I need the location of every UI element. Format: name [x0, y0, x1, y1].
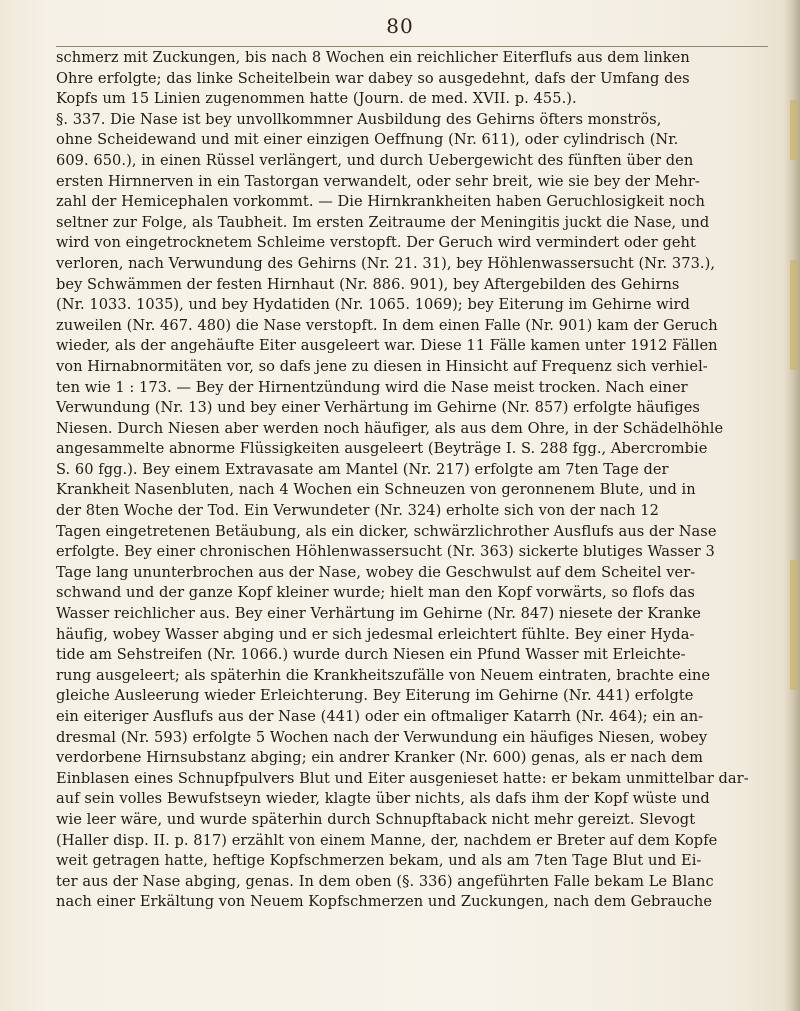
text-line: erfolgte. Bey einer chronischen Höhlenwassersucht (Nr. 363) sickerte blutiges Wasser 3	[56, 543, 715, 561]
text-line: wieder, als der angehäufte Eiter ausgeleert war. Diese 11 Fälle kamen unter 1912 Fällen	[56, 337, 718, 355]
text-line: Verwundung (Nr. 13) und bey einer Verhärtung im Gehirne (Nr. 857) erfolgte häufiges	[56, 399, 700, 417]
text-line: Tagen eingetretenen Betäubung, als ein dicker, schwärzlichrother Ausflufs aus der Nase	[56, 522, 717, 540]
text-line: bey Schwämmen der festen Hirnhaut (Nr. 886. 901), bey Aftergebilden des Gehirns	[56, 275, 680, 293]
text-line: weit getragen hatte, heftige Kopfschmerzen bekam, und als am 7ten Tage Blut und Ei-	[56, 852, 702, 870]
text-line: Einblasen eines Schnupfpulvers Blut und Eiter ausgenieset hatte: er bekam unmittelbar dar-	[56, 769, 749, 787]
text-line: der 8ten Woche der Tod. Ein Verwundeter (Nr. 324) erholte sich von der nach 12	[56, 502, 659, 520]
text-line: Ohre erfolgte; das linke Scheitelbein war dabey so ausgedehnt, dafs der Umfang des	[56, 69, 690, 87]
text-line: ohne Scheidewand und mit einer einzigen Oeffnung (Nr. 611), oder cylindrisch (Nr.	[56, 131, 679, 149]
header-rule	[56, 46, 768, 47]
text-line: Tage lang ununterbrochen aus der Nase, wobey die Geschwulst auf dem Scheitel ver-	[56, 563, 696, 581]
text-line: tide am Sehstreifen (Nr. 1066.) wurde durch Niesen ein Pfund Wasser mit Erleichte-	[56, 646, 686, 664]
text-line: nach einer Erkältung von Neuem Kopfschmerzen und Zuckungen, nach dem Gebrauche	[56, 893, 713, 911]
text-line: auf sein volles Bewufstseyn wieder, klagte über nichts, als dafs ihm der Kopf wüste und	[56, 790, 710, 808]
text-line: rung ausgeleert; als späterhin die Krankheitszufälle von Neuem eintraten, brachte eine	[56, 666, 711, 684]
text-line: Kopfs um 15 Linien zugenommen hatte (Journ. de med. XVII. p. 455.).	[56, 90, 577, 108]
text-line: dresmal (Nr. 593) erfolgte 5 Wochen nach der Verwundung ein häufiges Niesen, wobey	[56, 728, 708, 746]
page-edge-mark	[790, 100, 798, 160]
text-line: zuweilen (Nr. 467. 480) die Nase verstopft. In dem einen Falle (Nr. 901) kam der Geruch	[56, 316, 718, 334]
text-line: ein eiteriger Ausflufs aus der Nase (441) oder ein oftmaliger Katarrh (Nr. 464); ein an-	[56, 708, 704, 725]
text-line: angesammelte abnorme Flüssigkeiten ausgeleert (Beyträge I. S. 288 fgg., Abercrombie	[56, 440, 708, 458]
text-line: S. 60 fgg.). Bey einem Extravasate am Mantel (Nr. 217) erfolgte am 7ten Tage der	[56, 460, 669, 478]
page-edge-mark	[790, 560, 798, 690]
text-line: (Nr. 1033. 1035), und bey Hydatiden (Nr. 1065. 1069); bey Eiterung im Gehirne wird	[56, 296, 690, 314]
text-line: §. 337. Die Nase ist bey unvollkommner Ausbildung des Gehirns öfters monströs,	[56, 110, 662, 128]
text-line: wird von eingetrocknetem Schleime verstopft. Der Geruch wird vermindert oder geht	[56, 234, 696, 252]
text-line: seltner zur Folge, als Taubheit. Im ersten Zeitraume der Meningitis juckt die Nase, und	[56, 213, 710, 231]
body-text	[56, 48, 772, 913]
text-line: häufig, wobey Wasser abging und er sich jedesmal erleichtert fühlte. Bey einer Hyda-	[56, 625, 695, 643]
text-line: ersten Hirnnerven in ein Tastorgan verwandelt, oder sehr breit, wie sie bey der Mehr-	[56, 172, 700, 190]
page-number: 80	[386, 14, 414, 38]
text-line: gleiche Ausleerung wieder Erleichterung. Bey Eiterung im Gehirne (Nr. 441) erfolgte	[56, 687, 694, 705]
text-line: wie leer wäre, und wurde späterhin durch Schnupftaback nicht mehr gereizt. Slevogt	[56, 810, 696, 828]
text-line: zahl der Hemicephalen vorkommt. — Die Hirnkrankheiten haben Geruchlosigkeit noch	[56, 193, 705, 211]
text-line: Krankheit Nasenbluten, nach 4 Wochen ein Schneuzen von geronnenem Blute, und in	[56, 481, 696, 499]
text-line: (Haller disp. II. p. 817) erzählt von einem Manne, der, nachdem er Breter auf dem Kopfe	[56, 831, 718, 849]
text-line: verdorbene Hirnsubstanz abging; ein andrer Kranker (Nr. 600) genas, als er nach dem	[56, 749, 704, 767]
text-line: von Hirnabnormitäten vor, so dafs jene zu diesen in Hinsicht auf Frequenz sich verhiel-	[56, 357, 708, 375]
text-line: Niesen. Durch Niesen aber werden noch häufiger, als aus dem Ohre, in der Schädelhöhle	[56, 419, 724, 437]
text-line: verloren, nach Verwundung des Gehirns (Nr. 21. 31), bey Höhlenwassersucht (Nr. 373.),	[56, 254, 716, 272]
text-line: ten wie 1 : 173. — Bey der Hirnentzündung wird die Nase meist trocken. Nach einer	[56, 378, 688, 396]
text-line: Wasser reichlicher aus. Bey einer Verhärtung im Gehirne (Nr. 847) niesete der Kranke	[56, 605, 701, 623]
text-line: schwand und der ganze Kopf kleiner wurde; hielt man den Kopf vorwärts, so flofs das	[56, 584, 695, 602]
page-edge-mark	[790, 260, 798, 370]
text-line: ter aus der Nase abging, genas. In dem oben (§. 336) angeführten Falle bekam Le Blanc	[56, 872, 714, 890]
text-line: schmerz mit Zuckungen, bis nach 8 Wochen ein reichlicher Eiterflufs aus dem linken	[56, 49, 690, 66]
text-line: 609. 650.), in einen Rüssel verlängert, und durch Uebergewicht des fünften über den	[56, 151, 694, 169]
